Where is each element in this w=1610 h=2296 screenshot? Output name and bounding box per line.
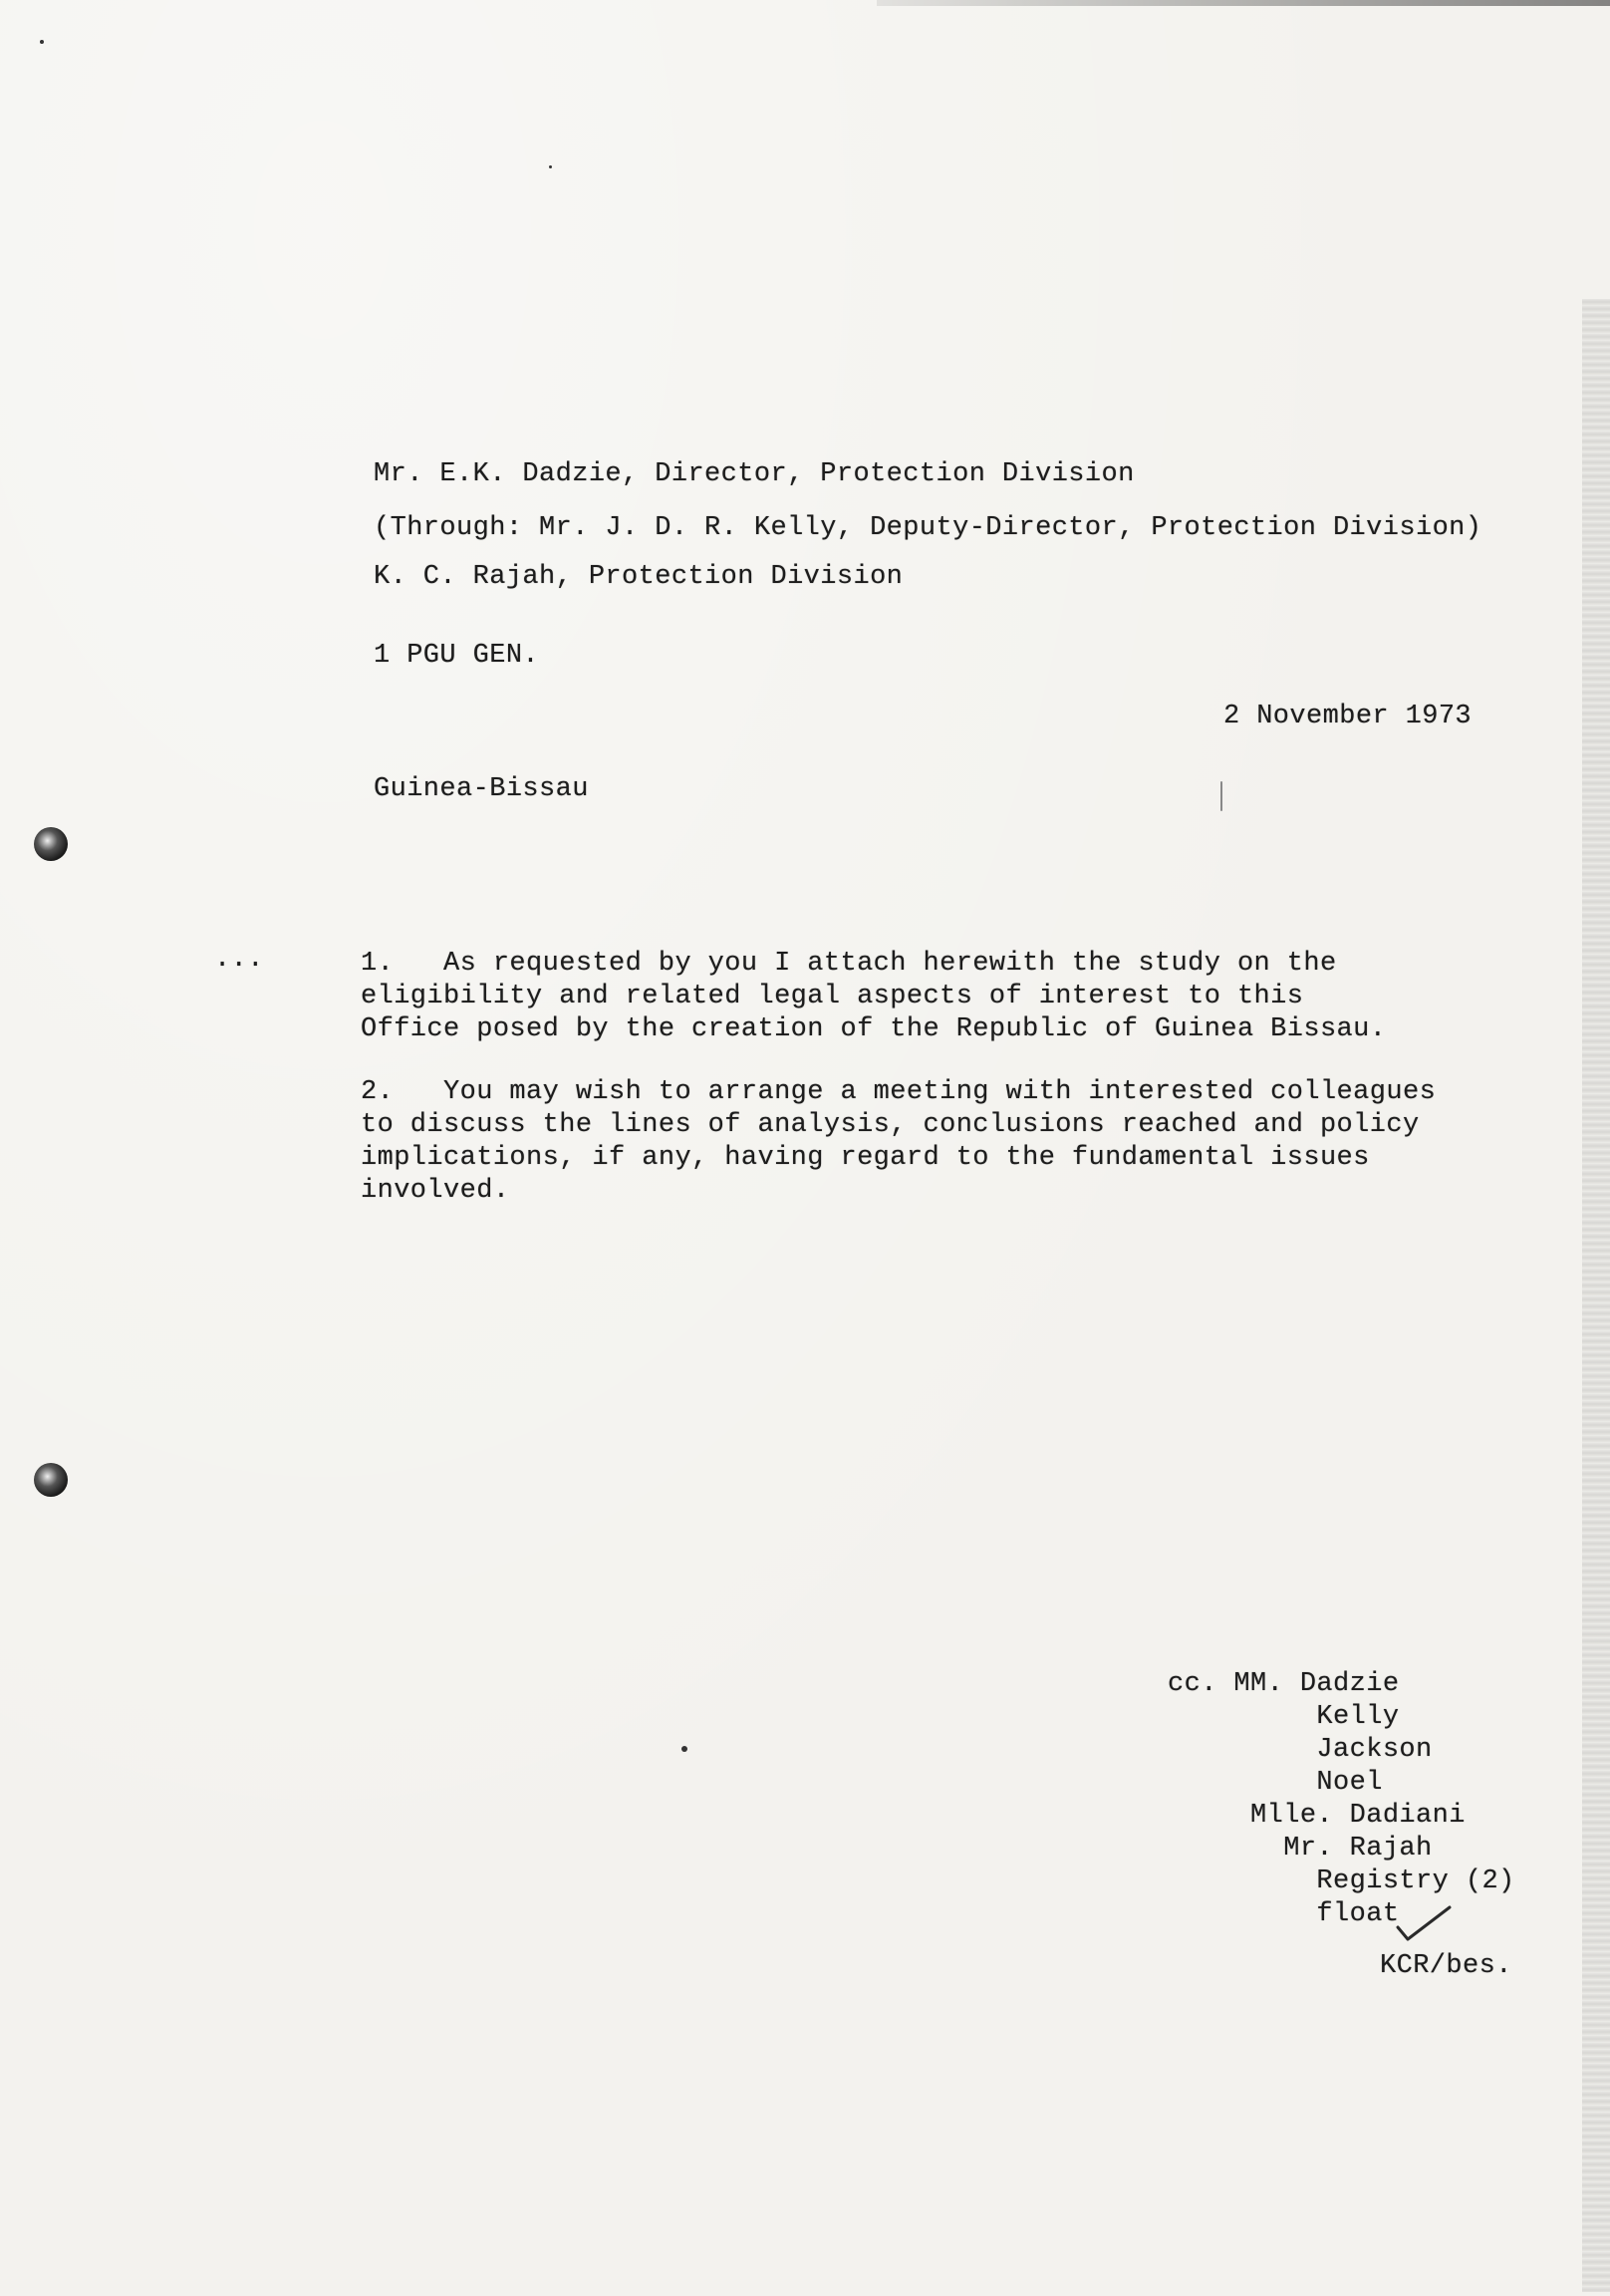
punch-hole (34, 827, 68, 861)
punch-hole (34, 1463, 68, 1497)
memo-date: 2 November 1973 (1223, 702, 1473, 731)
paragraph-1: 1. As requested by you I attach herewith the study on the eligibility and related legal aspects of interest to this Office posed by the creation of the Republic of Guinea Bissau. (361, 949, 1387, 1044)
typist-initials: KCR/bes. (1380, 1951, 1512, 1981)
attachment-marker: ... (214, 945, 264, 975)
memo-through-line: (Through: Mr. J. D. R. Kelly, Deputy-Director, Protection Division) (374, 513, 1482, 543)
scan-edge-shadow (877, 0, 1610, 6)
scan-speck (1220, 781, 1222, 811)
scan-speck (549, 165, 552, 168)
paragraph-2: 2. You may wish to arrange a meeting with interested colleagues to discuss the lines of analysis, conclusions reached and policy implications, if any, having regard to the fundamental issues involved. (361, 1077, 1437, 1206)
scan-edge-noise (1582, 299, 1610, 2292)
distribution-list: cc. MM. Dadzie Kelly Jackson Noel Mlle. Dadiani Mr. Rajah Registry (2) float (1168, 1669, 1515, 1929)
memo-to-line: Mr. E.K. Dadzie, Director, Protection Division (374, 459, 1135, 489)
handwritten-tick-icon (1394, 1903, 1454, 1943)
file-reference: 1 PGU GEN. (374, 641, 540, 671)
memo-subject: Guinea-Bissau (374, 774, 589, 804)
scan-speck (681, 1746, 687, 1752)
scan-speck (40, 40, 44, 44)
memo-from-line: K. C. Rajah, Protection Division (374, 562, 904, 592)
